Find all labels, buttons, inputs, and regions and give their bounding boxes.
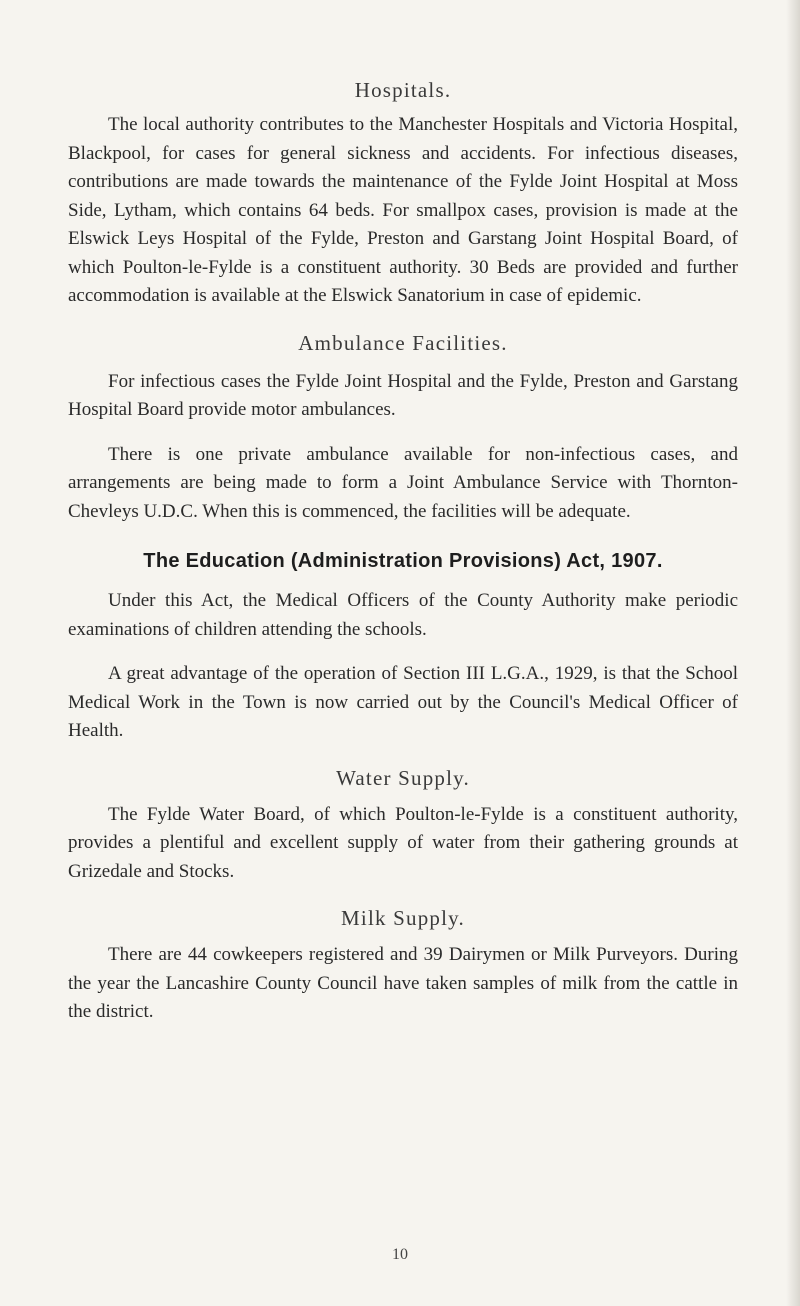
paragraph-education-2: A great advantage of the operation of Section III L.G.A., 1929, is that the School Medical Work in the Town is now carried out by the Council's Medical Officer of Health. bbox=[68, 663, 738, 741]
paragraph-ambulance-1: For infectious cases the Fylde Joint Hospital and the Fylde, Preston and Garstang Hospital Board provide motor ambulances. bbox=[68, 370, 738, 420]
paragraph-education-1: Under this Act, the Medical Officers of the County Authority make periodic examinations of children attending the schools. bbox=[68, 590, 738, 640]
paragraph-milk-supply: There are 44 cowkeepers registered and 39 Dairymen or Milk Purveyors. During the year the Lancashire County Council have taken samples of milk from the cattle in the district. bbox=[68, 944, 738, 1022]
document-page bbox=[68, 78, 738, 1027]
page-number: 10 bbox=[392, 1246, 408, 1263]
heading-milk-supply: Milk Supply. bbox=[341, 906, 465, 930]
heading-ambulance: Ambulance Facilities. bbox=[298, 330, 508, 355]
heading-education-act: The Education (Administration Provisions) Act, 1907. bbox=[143, 550, 663, 572]
page-edge-shadow bbox=[786, 0, 800, 1306]
heading-hospitals: Hospitals. bbox=[354, 78, 452, 102]
paragraph-ambulance-2: There is one private ambulance available for non-infectious cases, and arrangements are being made to form a Joint Ambulance Service with Thornton-Chevleys U.D.C. When this is commenced, the facilities will be adequate. bbox=[68, 443, 738, 522]
paragraph-water-supply: The Fylde Water Board, of which Poulton-le-Fylde is a constituent authority, provides a plentiful and excellent supply of water from their gathering grounds at Grizedale and Stocks. bbox=[68, 803, 738, 882]
paragraph-hospitals: The local authority contributes to the Manchester Hospitals and Victoria Hospital, Blackpool, for cases for general sickness and accidents. For infectious diseases, contributions are made towards the maintenance of the Fylde Joint Hospital at Moss Side, Lytham, which contains 64 beds. For smallpox cases, provision is made at the Elswick Leys Hospital of the Fylde, Preston and Garstang Joint Hospital Board, of which Poulton-le-Fylde is a constituent authority. 30 Beds are provided and further accommodation is available at the Elswick Sanatorium in case of epidemic. bbox=[68, 114, 738, 306]
heading-water-supply: Water Supply. bbox=[336, 765, 470, 790]
